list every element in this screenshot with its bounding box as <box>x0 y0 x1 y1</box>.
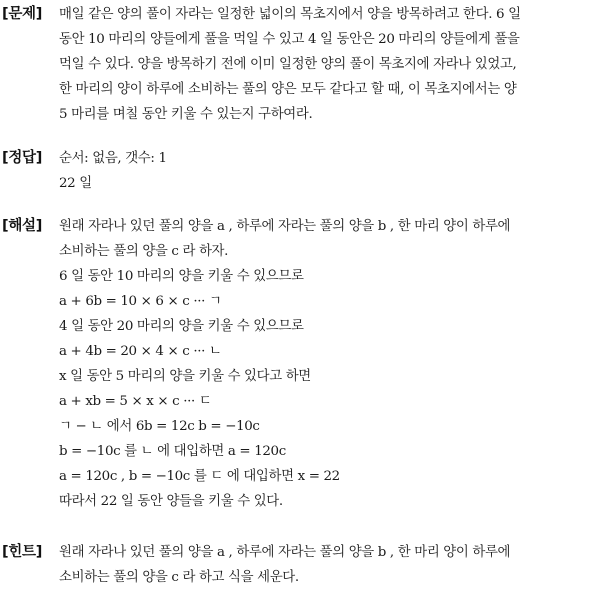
solution-tag: [해설] <box>2 218 43 234</box>
answer-tag: [정답] <box>2 150 43 166</box>
problem-line: 한 마리의 양이 하루에 소비하는 풀의 양은 모두 같다고 할 때, 이 목초지에서는 양 <box>59 82 517 97</box>
solution-equation: a + 6b = 10 × 6 × c ··· ㄱ <box>59 294 222 309</box>
solution-conclusion: 따라서 22 일 동안 양들을 키울 수 있다. <box>59 494 283 509</box>
solution-text <box>59 214 590 514</box>
hint-line: 원래 자라나 있던 풀의 양을 a , 하루에 자라는 풀의 양을 b , 한 마리 양이 하루에 <box>59 545 511 560</box>
solution-line: 6 일 동안 10 마리의 양을 키울 수 있으므로 <box>59 269 304 284</box>
answer-value: 22 일 <box>59 176 92 191</box>
answer-text <box>59 146 590 196</box>
problem-line: 매일 같은 양의 풀이 자라는 일정한 넓이의 목초지에서 양을 방목하려고 한다. 6 일 <box>59 7 521 22</box>
problem-line: 먹일 수 있다. 양을 방목하기 전에 이미 일정한 양의 풀이 목초지에 자라나 있었고, <box>59 57 517 72</box>
solution-equation: a + xb = 5 × x × c ··· ㄷ <box>59 394 212 409</box>
solution-equation: b = −10c 를 ㄴ 에 대입하면 a = 120c <box>59 444 286 459</box>
solution-line: 원래 자라나 있던 풀의 양을 a , 하루에 자라는 풀의 양을 b , 한 마리 양이 하루에 <box>59 219 511 234</box>
problem-line: 5 마리를 며칠 동안 키울 수 있는지 구하여라. <box>59 107 313 122</box>
solution-equation: a + 4b = 20 × 4 × c ··· ㄴ <box>59 344 222 359</box>
solution-equation: ㄱ − ㄴ 에서 6b = 12c b = −10c <box>59 419 260 434</box>
solution-line: 소비하는 풀의 양을 c 라 하자. <box>59 244 229 259</box>
problem-text <box>59 2 590 127</box>
problem-tag: [문제] <box>2 6 43 22</box>
solution-line: 4 일 동안 20 마리의 양을 키울 수 있으므로 <box>59 319 304 334</box>
problem-line: 동안 10 마리의 양들에게 풀을 먹일 수 있고 4 일 동안은 20 마리의 양들에게 풀을 <box>59 32 520 47</box>
solution-equation: a = 120c , b = −10c 를 ㄷ 에 대입하면 x = 22 <box>59 469 340 484</box>
answer-meta: 순서: 없음, 갯수: 1 <box>59 151 167 166</box>
hint-text <box>59 540 590 590</box>
solution-line: x 일 동안 5 마리의 양을 키울 수 있다고 하면 <box>59 369 311 384</box>
hint-tag: [힌트] <box>2 544 43 560</box>
hint-line: 소비하는 풀의 양을 c 라 하고 식을 세운다. <box>59 570 299 585</box>
